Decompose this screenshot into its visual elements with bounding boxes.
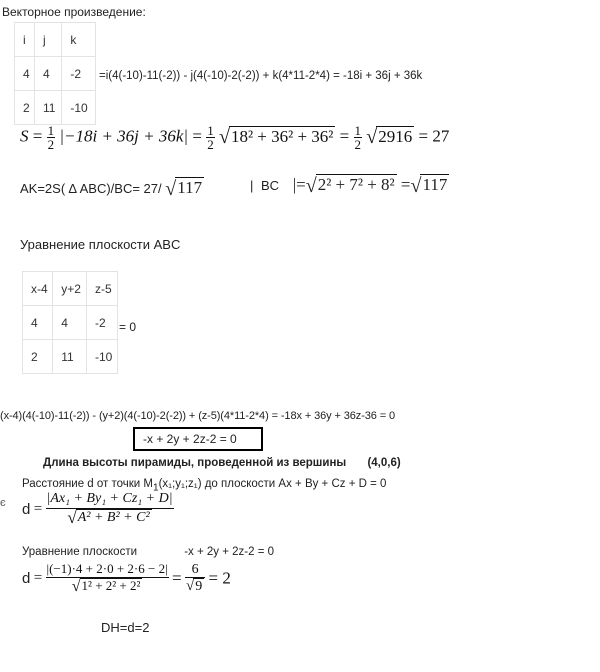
sqrt-icon: √ xyxy=(305,174,317,197)
matrix-cell: 4 xyxy=(35,57,62,91)
plane-equals-zero: = 0 xyxy=(119,320,137,334)
plane-matrix xyxy=(22,271,118,374)
bc-bar: | xyxy=(250,178,254,193)
plane-expansion: (x-4)(4(-10)-11(-2)) - (y+2)(4(-10)-2(-2)) + (z-5)(4*11-2*4) = -18x + 36y + 36z-36 = 0 xyxy=(0,410,396,422)
plane-label xyxy=(22,546,274,558)
matrix-cell: z-5 xyxy=(86,272,117,306)
vector-magnitude: |−18i + 36j + 36k| xyxy=(59,126,189,146)
matrix-cell: 4 xyxy=(23,306,53,340)
fraction-numerator: 1 xyxy=(207,123,214,138)
matrix-cell: -2 xyxy=(62,57,96,91)
matrix-row xyxy=(23,340,118,374)
desc-pre: Расстояние d от точки M xyxy=(22,478,154,490)
matrix-cell: 4 xyxy=(15,57,35,91)
equals-sign: = xyxy=(172,568,182,588)
matrix-cell: -10 xyxy=(86,340,117,374)
plane-label-text: Уравнение плоскости xyxy=(22,546,138,558)
matrix-cell: 4 xyxy=(53,306,87,340)
cross-product-expansion: =i(4(-10)-11(-2)) - j(4(-10)-2(-2)) + k(4*11-2*4) = -18i + 36j + 36k xyxy=(99,70,423,82)
fraction-denominator: 2 xyxy=(354,137,361,152)
half-fraction xyxy=(47,124,56,152)
equals-sign: = xyxy=(192,126,202,146)
distance-calculation: d = $\frac{|(-1)\cdot 4 + 2\cdot 0 + 2\cdot 6 - 2|}{\text{√1² + 2² + 2²}}$ = $\frac{6}{√9}$ = 2 xyxy=(22,561,231,595)
distance-fraction xyxy=(46,492,174,527)
radicand: 2² + 7² + 8² xyxy=(317,175,395,194)
sqrt-icon: √ xyxy=(185,577,195,594)
fraction-numerator: |Ax₁ + By₁ + Cz₁ + D| xyxy=(46,491,173,506)
matrix-cell: k xyxy=(62,23,96,57)
bc-length xyxy=(250,174,449,198)
sqrt-icon: √ xyxy=(71,577,81,595)
area-result: = 27 xyxy=(418,126,450,146)
radicand: 117 xyxy=(177,178,203,197)
distance-formula: d = $\frac{\text{|Ax₁ + By₁ + Cz₁ + D|}}{\text{√A² + B² + C²}}$ xyxy=(22,491,173,527)
matrix-row xyxy=(23,272,118,306)
matrix-cell: -2 xyxy=(86,306,117,340)
area-symbol: S xyxy=(20,126,29,146)
plane-boxed-equation: -x + 2y + 2z-2 = 0 xyxy=(133,427,263,451)
calc-fraction xyxy=(46,562,169,595)
matrix-cell: x-4 xyxy=(23,272,53,306)
radicand: 18² + 36² + 36² xyxy=(230,126,334,146)
cross-product-heading: Векторное произведение: xyxy=(2,5,146,19)
ak-text: AK=2S( ∆ ABC)/BC= 27/ xyxy=(20,181,162,196)
matrix-cell: y+2 xyxy=(53,272,87,306)
area-formula xyxy=(20,124,449,152)
fraction-denominator xyxy=(185,577,205,595)
matrix-cell: j xyxy=(35,23,62,57)
radicand: 9 xyxy=(195,578,203,594)
final-answer: DH=d=2 xyxy=(101,620,150,635)
ak-formula xyxy=(20,177,204,201)
distance-title-text: Длина высоты пирамиды, проведенной из вершины xyxy=(43,457,347,469)
equals-sign: = xyxy=(32,126,43,146)
radicand: 2916 xyxy=(378,126,413,146)
matrix-cell: 11 xyxy=(35,91,62,125)
fraction-denominator xyxy=(46,508,174,527)
fraction-numerator: |(−1)·4 + 2·0 + 2·6 − 2| xyxy=(46,561,168,576)
fraction-denominator: 2 xyxy=(47,137,55,152)
fraction-denominator: 2 xyxy=(207,137,214,152)
sqrt-icon: √ xyxy=(366,126,378,149)
fraction-numerator: 1 xyxy=(354,123,361,138)
plane-heading: Уравнение плоскости ABC xyxy=(20,237,181,252)
d-label: d xyxy=(22,570,31,588)
matrix-row xyxy=(23,306,118,340)
fraction-numerator: 6 xyxy=(191,561,199,577)
equals-sign: = xyxy=(339,126,350,146)
distance-result: = 2 xyxy=(208,568,231,588)
half-fraction xyxy=(206,124,215,152)
vertex-coords: (4,0,6) xyxy=(367,457,401,469)
radicand: 117 xyxy=(422,175,448,194)
d-label: d xyxy=(22,500,31,518)
desc-sub: 1 xyxy=(153,482,159,494)
fraction-denominator xyxy=(46,577,169,595)
matrix-cell: 11 xyxy=(53,340,87,374)
desc-post: (x₁;y₁;z₁) до плоскости Ax + By + Cz + D = 0 xyxy=(158,478,387,490)
edge-char: є xyxy=(0,497,6,509)
fraction-numerator: 1 xyxy=(47,123,55,138)
bc-label: BC xyxy=(261,178,280,193)
sqrt-icon: √ xyxy=(218,126,230,149)
matrix-cell: i xyxy=(15,23,35,57)
sqrt-icon: √ xyxy=(410,174,422,197)
matrix-row xyxy=(15,91,96,125)
matrix-cell: 2 xyxy=(23,340,53,374)
equals-sign: = xyxy=(400,175,411,194)
sqrt-icon: √ xyxy=(67,508,77,527)
matrix-cell: -10 xyxy=(62,91,96,125)
matrix-row xyxy=(15,57,96,91)
six-over-root-nine xyxy=(185,563,205,595)
cross-product-matrix xyxy=(14,22,96,125)
radicand: 1² + 2² + 2² xyxy=(81,578,141,593)
sqrt-icon: √ xyxy=(165,177,177,200)
bc-equals: |= xyxy=(292,175,306,194)
radicand: A² + B² + C² xyxy=(77,510,150,526)
matrix-row xyxy=(15,23,96,57)
half-fraction xyxy=(354,124,363,152)
matrix-cell: 2 xyxy=(15,91,35,125)
plane-label-eq: -x + 2y + 2z-2 = 0 xyxy=(184,546,275,558)
distance-title xyxy=(43,457,401,469)
